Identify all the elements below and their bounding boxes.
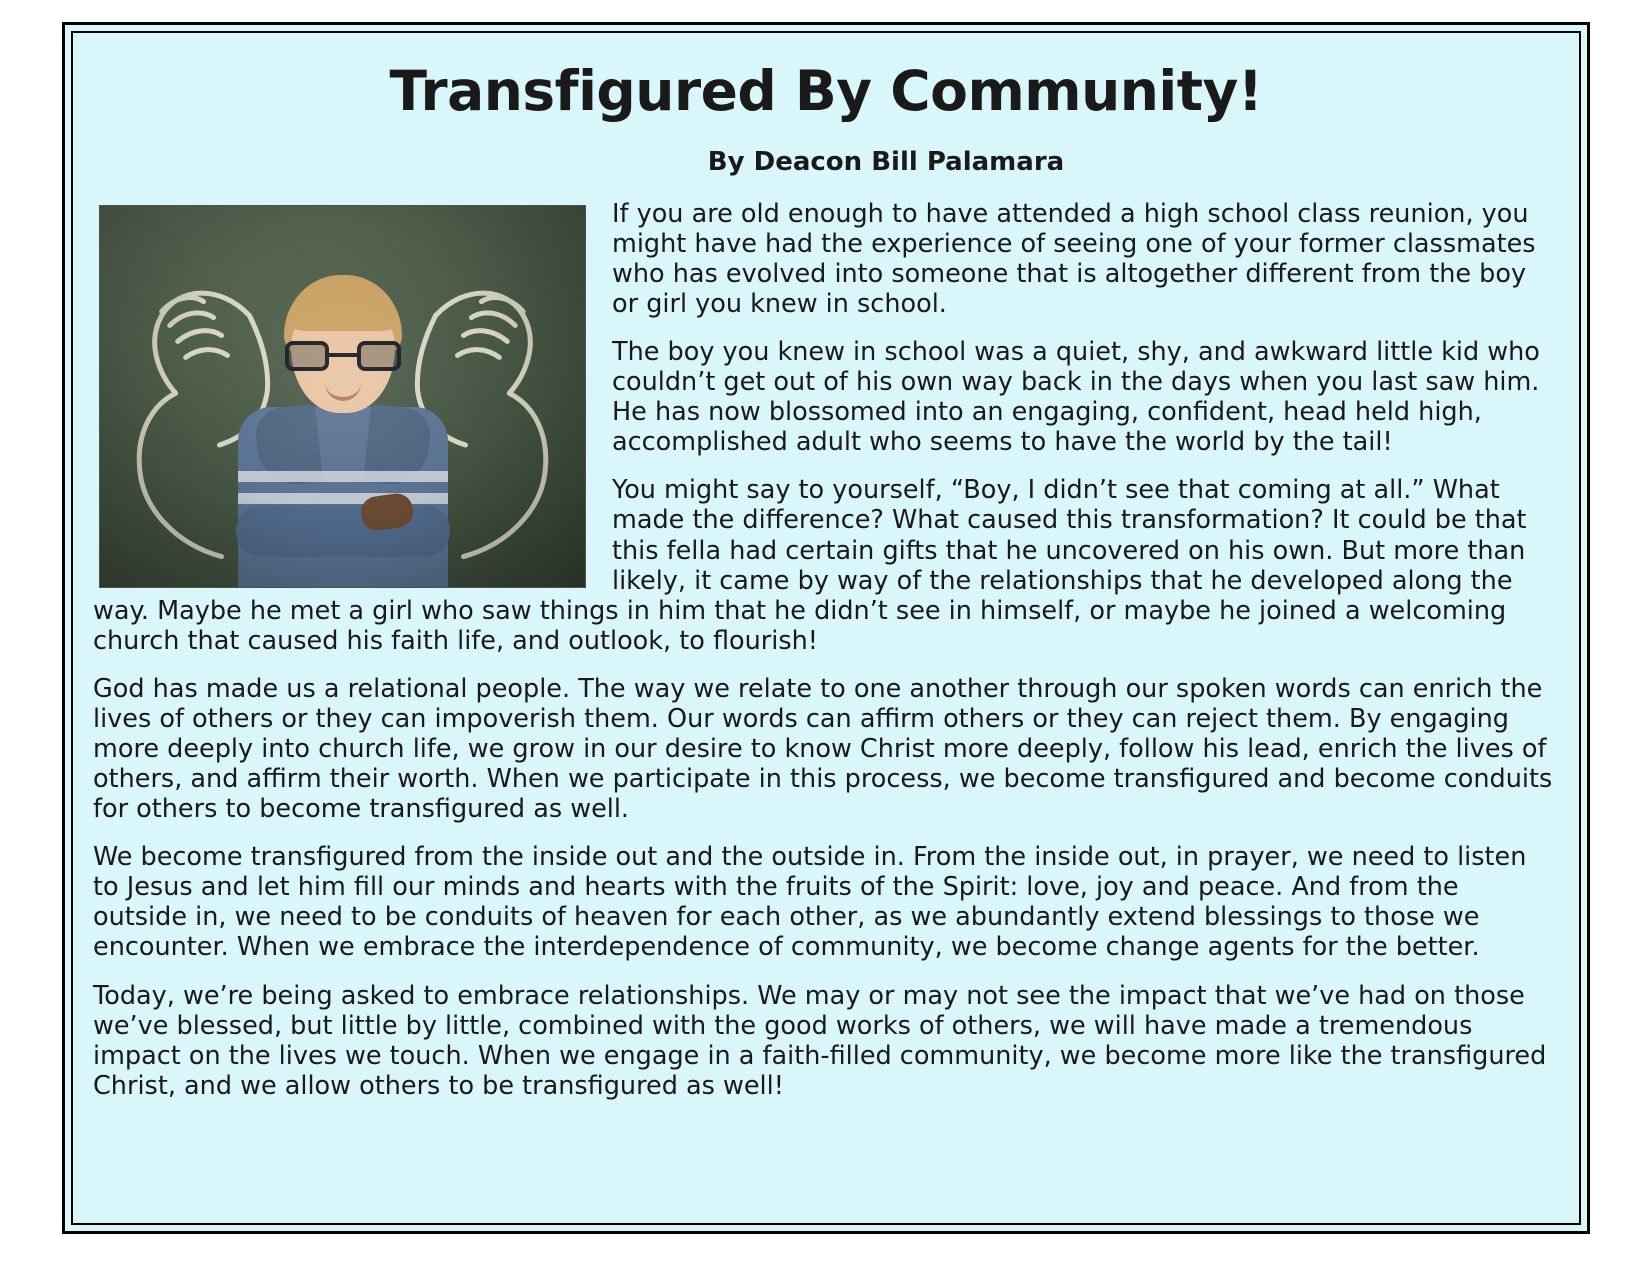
paragraph-4: God has made us a relational people. The way we relate to one another through our spoken words can enrich the lives of others or they can impoverish them. Our words can affirm others or they can reject them. By engaging more deeply into church life, we grow in our desire to know Christ more deeply, follow his lead, enrich the lives of others, and affirm their worth. When we participate in this process, we become transfigured and become conduits for others to become transfigured as well. bbox=[93, 673, 1553, 825]
paragraph-1: If you are old enough to have attended a high school class reunion, you might have had the experience of seeing one of your former classmates who has evolved into someone that is altogether different from the boy or girl you knew in school. bbox=[612, 198, 1536, 319]
page-title: Transfigured By Community! bbox=[389, 59, 1263, 123]
paragraph-2: The boy you knew in school was a quiet, shy, and awkward little kid who couldn’t get out of his own way back in the days when you last saw him. He has now blossomed into an engaging, confident, head held high, accomplished adult who seems to have the world by the tail! bbox=[612, 337, 1540, 458]
paragraph-3: You might say to yourself, “Boy, I didn’t see that coming at all.” What made the difference? What caused this transformation? It could be that this fella had certain gifts that he uncovered on his own. But more than likely, it came by way of the relationships that he developed along the way. Maybe he met a girl who saw things in him that he didn’t see in himself, or maybe he joined a welcoming church that caused his faith life, and outlook, to flourish! bbox=[93, 475, 1527, 656]
paragraph-6: Today, we’re being asked to embrace relationships. We may or may not see the impact that we’ve had on those we’ve blessed, but little by little, combined with the good works of others, we will have made a tremendous impact on the lives we touch. When we engage in a faith-filled community, we become more like the transfigured Christ, and we allow others to be transfigured as well! bbox=[93, 980, 1547, 1101]
article-frame-inner bbox=[71, 31, 1581, 1225]
byline: By Deacon Bill Palamara bbox=[707, 146, 1065, 177]
article-photo bbox=[99, 205, 586, 588]
article-content bbox=[73, 33, 1579, 1223]
paragraph-5: We become transfigured from the inside out and the outside in. From the inside out, in prayer, we need to listen to Jesus and let him fill our minds and hearts with the fruits of the Spirit: love, joy and peace. And from the outside in, we need to be conduits of heaven for each other, as we abundantly extend blessings to those we encounter. When we embrace the interdependence of community, we become change agents for the better. bbox=[93, 842, 1527, 963]
article-body bbox=[93, 199, 1559, 1101]
article-frame-outer bbox=[62, 22, 1590, 1234]
